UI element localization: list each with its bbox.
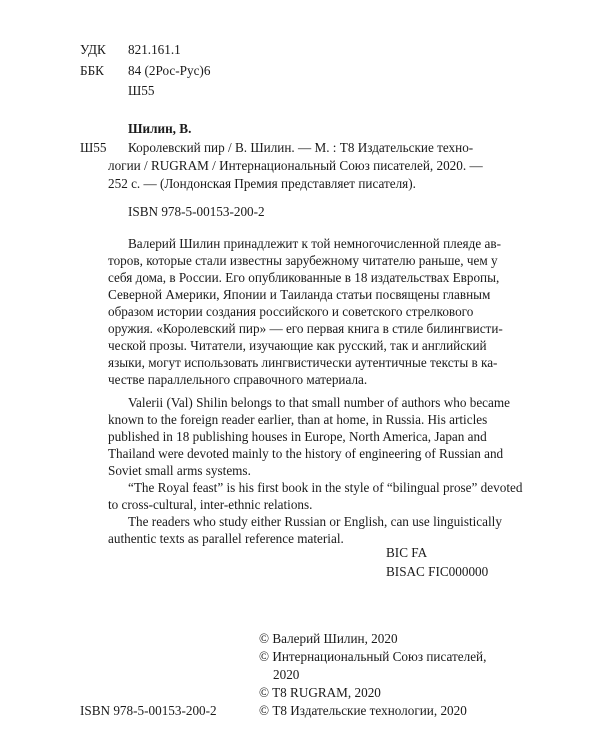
annotation-en-line: to cross-cultural, inter-ethnic relations. bbox=[108, 497, 313, 512]
annotation-english bbox=[108, 394, 523, 547]
bibliographic-line-3: 252 с. — (Лондонская Премия представляет писателя). bbox=[108, 176, 416, 191]
bbk-label: ББК bbox=[80, 63, 104, 78]
annotation-ru-line: языки, могут использовать лингвистически аутентичные тексты в ка- bbox=[108, 355, 498, 370]
annotation-en-line: The readers who study either Russian or English, can use linguistically bbox=[128, 514, 502, 529]
author-name: Шилин, В. bbox=[128, 121, 192, 136]
annotation-ru-line: ческой прозы. Читатели, изучающие как русский, так и английский bbox=[108, 338, 487, 353]
udk-label: УДК bbox=[80, 42, 106, 57]
annotation-ru-line: Валерий Шилин принадлежит к той немногочисленной плеяде ав- bbox=[128, 236, 501, 251]
copyright-rugram: © T8 RUGRAM, 2020 bbox=[259, 685, 381, 700]
copyright-union-year: 2020 bbox=[273, 667, 300, 682]
annotation-en-line: “The Royal feast” is his first book in the style of “bilingual prose” devoted bbox=[128, 480, 523, 495]
annotation-en-line: Soviet small arms systems. bbox=[108, 463, 251, 478]
annotation-ru-line: торов, которые стали известны зарубежному читателю раньше, чем у bbox=[108, 253, 498, 268]
udk-line bbox=[80, 41, 181, 58]
bbk-line bbox=[80, 62, 210, 79]
bibliographic-line-1: Королевский пир / В. Шилин. — М. : Т8 Издательские техно- bbox=[128, 140, 474, 155]
annotation-en-line: published in 18 publishing houses in Europe, North America, Japan and bbox=[108, 429, 487, 444]
annotation-en-line: Thailand were devoted mainly to the history of engineering of Russian and bbox=[108, 446, 504, 461]
annotation-en-line: authentic texts as parallel reference material. bbox=[108, 531, 344, 546]
footer-isbn: ISBN 978-5-00153-200-2 bbox=[80, 703, 217, 718]
bbk-value: 84 (2Рос-Рус)6 bbox=[128, 63, 211, 78]
annotation-ru-line: себя дома, в России. Его опубликованные в 18 издательствах Европы, bbox=[108, 270, 500, 285]
annotation-ru-line: Северной Америки, Японии и Таиланда статьи посвящены главным bbox=[108, 287, 491, 302]
annotation-ru-line: честве параллельного справочного материала. bbox=[108, 372, 368, 387]
copyright-union: © Интернациональный Союз писателей, bbox=[259, 649, 487, 664]
annotation-ru-line: оружия. «Королевский пир» — его первая книга в стиле билингвисти- bbox=[108, 321, 503, 336]
bibliographic-isbn: ISBN 978-5-00153-200-2 bbox=[128, 204, 265, 219]
udk-value: 821.161.1 bbox=[128, 42, 181, 57]
bibliographic-line-2: логии / RUGRAM / Интернациональный Союз писателей, 2020. — bbox=[108, 158, 483, 173]
annotation-russian bbox=[108, 235, 516, 388]
annotation-en-line: Valerii (Val) Shilin belongs to that small number of authors who became bbox=[128, 395, 510, 410]
bisac-code: BISAC FIC000000 bbox=[386, 564, 489, 579]
bic-code: BIC FA bbox=[386, 545, 428, 560]
bibliographic-mark: Ш55 bbox=[80, 140, 107, 155]
copyright-t8: © Т8 Издательские технологии, 2020 bbox=[259, 703, 467, 718]
copyright-author: © Валерий Шилин, 2020 bbox=[259, 631, 398, 646]
author-mark: Ш55 bbox=[128, 83, 155, 98]
annotation-ru-line: образом истории создания российского и советского стрелкового bbox=[108, 304, 474, 319]
annotation-en-line: known to the foreign reader earlier, than at home, in Russia. His articles bbox=[108, 412, 488, 427]
